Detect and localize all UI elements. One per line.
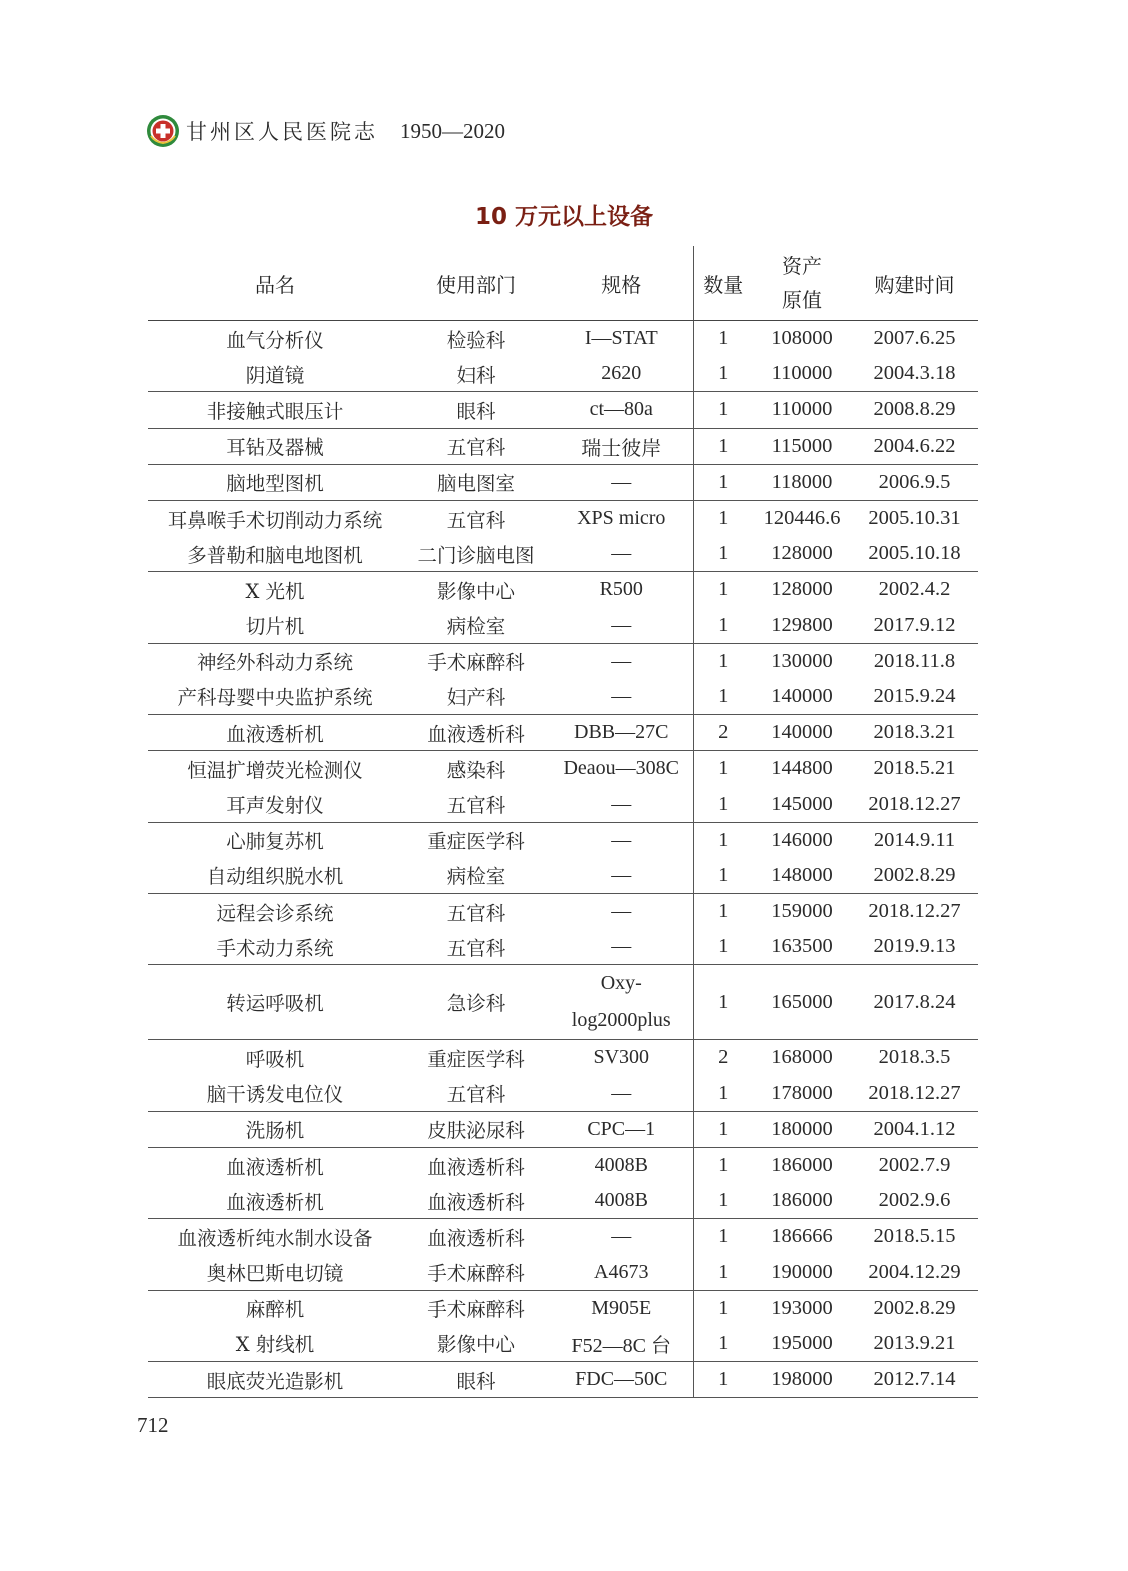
cell-spec: DBB—27C [550, 715, 693, 751]
cell-qty: 1 [693, 1326, 753, 1362]
cell-date: 2005.10.18 [868, 542, 961, 565]
cell-value: 140000 [771, 684, 833, 707]
hospital-title: 甘州区人民医院志 [186, 120, 378, 144]
table-row [148, 1219, 978, 1255]
table-row [148, 428, 978, 464]
cell-date: 2019.9.13 [873, 935, 956, 958]
cell-name: 血液透析机 [148, 1147, 402, 1183]
hospital-emblem-icon [146, 114, 180, 148]
table-row [148, 679, 978, 715]
cell-date: 2018.11.8 [851, 643, 978, 679]
cell-value: 118000 [753, 464, 851, 500]
cell-spec: — [550, 1219, 693, 1255]
cell-department: 手术麻醉科 [402, 643, 550, 679]
col-header-name: 品名 [148, 246, 402, 321]
cell-department: 五官科 [446, 1083, 506, 1107]
table-row [148, 500, 978, 536]
cell-name: 恒温扩增荧光检测仪 [148, 751, 402, 787]
cell-value: 110000 [771, 362, 833, 385]
cell-spec [550, 965, 693, 1040]
cell-spec: — [611, 613, 632, 636]
cell-name: 奥林巴斯电切镜 [206, 1262, 344, 1286]
cell-date: 2017.9.12 [873, 613, 956, 636]
cell-qty: 1 [693, 321, 753, 357]
table-row [148, 1362, 978, 1398]
cell-spec: — [611, 935, 632, 958]
cell-qty: 1 [693, 965, 753, 1040]
cell-qty: 1 [693, 822, 753, 858]
cell-department: 血液透析科 [427, 1190, 525, 1214]
cell-department: 血液透析科 [402, 1219, 550, 1255]
cell-date: 2004.1.12 [851, 1111, 978, 1147]
cell-name: 耳声发射仪 [226, 794, 324, 818]
equipment-table [148, 246, 978, 1398]
cell-spec: 4008B [594, 1189, 648, 1212]
cell-qty: 1 [693, 751, 753, 787]
cell-date: 2002.9.6 [878, 1189, 951, 1212]
year-range: 1950—2020 [400, 118, 505, 143]
cell-value: 129800 [771, 613, 833, 636]
cell-qty: 1 [693, 536, 753, 572]
cell-qty: 1 [693, 1362, 753, 1398]
cell-qty: 2 [693, 715, 753, 751]
cell-qty: 1 [693, 572, 753, 608]
cell-name: 血气分析仪 [226, 328, 324, 352]
table-row [148, 858, 978, 894]
table-row [148, 1255, 978, 1291]
cell-department: 眼科 [402, 1362, 550, 1398]
cell-department: 急诊科 [402, 965, 550, 1040]
cell-date: 2002.8.29 [873, 863, 956, 886]
cell-date: 2014.9.11 [851, 822, 978, 858]
table-row [148, 929, 978, 965]
cell-spec: R500 [550, 572, 693, 608]
cell-date: 2005.10.31 [851, 500, 978, 536]
cell-date: 2013.9.21 [873, 1331, 956, 1354]
cell-value: 128000 [771, 542, 833, 565]
cell-name: 神经外科动力系统 [148, 643, 402, 679]
cell-department: 病检室 [446, 615, 506, 639]
table-row [148, 822, 978, 858]
cell-value: 186000 [753, 1147, 851, 1183]
page-number: 712 [137, 1413, 169, 1437]
cell-spec: 瑞士彼岸 [550, 428, 693, 464]
table-row [148, 572, 978, 608]
col-header-value-line2: 原值 [782, 288, 822, 312]
cell-department: 二门诊脑电图 [417, 543, 535, 567]
cell-qty: 1 [693, 392, 753, 428]
cell-department: 检验科 [446, 328, 506, 352]
cell-qty: 1 [693, 1076, 753, 1112]
cell-date: 2002.4.2 [851, 572, 978, 608]
cell-value: 144800 [753, 751, 851, 787]
cell-spec: — [611, 1081, 632, 1104]
table-row [148, 356, 978, 392]
cell-department: 重症医学科 [402, 1040, 550, 1076]
cell-qty: 1 [693, 356, 753, 392]
cell-department: 皮肤泌尿科 [402, 1111, 550, 1147]
cell-department: 重症医学科 [402, 822, 550, 858]
table-row [148, 643, 978, 679]
cell-qty: 1 [693, 500, 753, 536]
table-row [148, 1040, 978, 1076]
cell-date: 2018.12.27 [868, 1081, 961, 1104]
running-header [146, 111, 505, 151]
cell-value: 193000 [753, 1290, 851, 1326]
cell-date: 2015.9.24 [873, 684, 956, 707]
cell-value: 108000 [771, 327, 833, 350]
table-row [148, 321, 978, 357]
cell-department: 影像中心 [402, 572, 550, 608]
cell-value: 148000 [771, 863, 833, 886]
table-row [148, 1326, 978, 1362]
cell-department: 妇科 [456, 363, 496, 387]
table-row [148, 608, 978, 644]
cell-qty: 1 [693, 428, 753, 464]
table-row [148, 715, 978, 751]
table-row [148, 751, 978, 787]
cell-name: 非接触式眼压计 [148, 392, 402, 428]
cell-name: 眼底荧光造影机 [148, 1362, 402, 1398]
cell-date: 2012.7.14 [851, 1362, 978, 1398]
cell-value: 163500 [771, 935, 833, 958]
cell-name: 自动组织脱水机 [206, 865, 344, 889]
cell-date: 2002.8.29 [851, 1290, 978, 1326]
cell-department: 五官科 [446, 936, 506, 960]
table-row [148, 1147, 978, 1183]
cell-department: 眼科 [402, 392, 550, 428]
cell-qty: 1 [693, 858, 753, 894]
cell-value: 186666 [753, 1219, 851, 1255]
cell-name: 产科母婴中央监护系统 [177, 686, 373, 710]
cell-spec: CPC—1 [550, 1111, 693, 1147]
cell-department: 五官科 [402, 428, 550, 464]
cell-date: 2018.12.27 [868, 792, 961, 815]
cell-qty: 1 [693, 464, 753, 500]
cell-value: 190000 [771, 1260, 833, 1283]
cell-value: 120446.6 [753, 500, 851, 536]
cell-qty: 1 [693, 929, 753, 965]
cell-date: 2007.6.25 [873, 327, 956, 350]
table-row [148, 786, 978, 822]
cell-spec: ct—80a [550, 392, 693, 428]
cell-department: 病检室 [446, 865, 506, 889]
cell-qty: 1 [693, 1183, 753, 1219]
col-header-date: 购建时间 [851, 246, 978, 321]
cell-qty: 1 [693, 679, 753, 715]
cell-value: 145000 [771, 792, 833, 815]
cell-date: 2002.7.9 [851, 1147, 978, 1183]
cell-date: 2018.5.21 [851, 751, 978, 787]
cell-qty: 1 [693, 1111, 753, 1147]
cell-spec: FDC—50C [550, 1362, 693, 1398]
cell-name: 呼吸机 [148, 1040, 402, 1076]
cell-name: 切片机 [245, 615, 305, 639]
cell-date: 2008.8.29 [851, 392, 978, 428]
cell-name: 脑地型图机 [148, 464, 402, 500]
cell-date: 2006.9.5 [851, 464, 978, 500]
cell-date: 2004.12.29 [868, 1260, 961, 1283]
table-title: 10 万元以上设备 [474, 204, 653, 230]
cell-spec: 2620 [601, 362, 642, 385]
cell-date: 2017.8.24 [851, 965, 978, 1040]
table-row [148, 536, 978, 572]
col-header-qty: 数量 [693, 246, 753, 321]
cell-date: 2004.3.18 [873, 362, 956, 385]
table-row [148, 965, 978, 1040]
cell-value: 168000 [753, 1040, 851, 1076]
cell-qty: 1 [693, 1255, 753, 1291]
table-row [148, 1290, 978, 1326]
cell-date: 2018.12.27 [851, 894, 978, 930]
cell-name: 麻醉机 [148, 1290, 402, 1326]
cell-value: 140000 [753, 715, 851, 751]
cell-name: 阴道镜 [245, 363, 305, 387]
cell-spec: XPS micro [550, 500, 693, 536]
table-row [148, 894, 978, 930]
cell-qty: 1 [693, 1219, 753, 1255]
cell-date: 2018.5.15 [851, 1219, 978, 1255]
cell-qty: 1 [693, 894, 753, 930]
cell-name: 血液透析机 [226, 1190, 324, 1214]
cell-name: 血液透析机 [148, 715, 402, 751]
cell-department: 感染科 [402, 751, 550, 787]
cell-name: 转运呼吸机 [148, 965, 402, 1040]
cell-spec: F52—8C 台 [571, 1334, 671, 1357]
cell-name: 手术动力系统 [216, 936, 334, 960]
table-row [148, 392, 978, 428]
cell-value: 195000 [771, 1331, 833, 1354]
cell-qty: 1 [693, 643, 753, 679]
cell-spec: — [550, 643, 693, 679]
cell-spec-line1: Oxy- [600, 972, 642, 995]
cell-value: 178000 [771, 1081, 833, 1104]
col-header-value-line1: 资产 [782, 254, 822, 278]
cell-department: 妇产科 [446, 686, 506, 710]
table-row [148, 1076, 978, 1112]
cell-department: 脑电图室 [402, 464, 550, 500]
cell-department: 五官科 [402, 500, 550, 536]
col-header-department: 使用部门 [402, 246, 550, 321]
cell-value: 180000 [753, 1111, 851, 1147]
cell-date: 2004.6.22 [851, 428, 978, 464]
table-row [148, 464, 978, 500]
cell-department: 手术麻醉科 [402, 1290, 550, 1326]
cell-spec: M905E [550, 1290, 693, 1326]
cell-spec: Deaou—308C [550, 751, 693, 787]
cell-spec: SV300 [550, 1040, 693, 1076]
cell-spec: — [611, 863, 632, 886]
cell-value: 110000 [753, 392, 851, 428]
table-row [148, 1111, 978, 1147]
cell-date: 2018.3.5 [851, 1040, 978, 1076]
cell-qty: 1 [693, 786, 753, 822]
header-row [148, 246, 978, 321]
cell-spec: — [550, 464, 693, 500]
cell-qty: 2 [693, 1040, 753, 1076]
cell-spec: — [550, 822, 693, 858]
cell-spec: — [611, 542, 632, 565]
cell-name: 心肺复苏机 [148, 822, 402, 858]
cell-spec: — [611, 684, 632, 707]
cell-department: 血液透析科 [402, 715, 550, 751]
cell-spec: 4008B [550, 1147, 693, 1183]
cell-value: 198000 [753, 1362, 851, 1398]
cell-name: 多普勒和脑电地图机 [187, 543, 363, 567]
cell-date: 2018.3.21 [851, 715, 978, 751]
cell-department: 五官科 [446, 794, 506, 818]
cell-department: 五官科 [402, 894, 550, 930]
cell-name: X 光机 [148, 572, 402, 608]
cell-spec: — [611, 792, 632, 815]
cell-value: 159000 [753, 894, 851, 930]
cell-value: 186000 [771, 1189, 833, 1212]
cell-name: 洗肠机 [148, 1111, 402, 1147]
cell-qty: 1 [693, 1290, 753, 1326]
cell-name: X 射线机 [235, 1333, 315, 1357]
cell-qty: 1 [693, 1147, 753, 1183]
cell-department: 血液透析科 [402, 1147, 550, 1183]
cell-spec: — [550, 894, 693, 930]
cell-name: 血液透析纯水制水设备 [148, 1219, 402, 1255]
cell-value: 128000 [753, 572, 851, 608]
cell-value: 165000 [753, 965, 851, 1040]
cell-qty: 1 [693, 608, 753, 644]
table-row [148, 1183, 978, 1219]
cell-department: 手术麻醉科 [427, 1262, 525, 1286]
col-header-spec: 规格 [550, 246, 693, 321]
cell-spec-line2: log2000plus [571, 1009, 671, 1032]
cell-value: 146000 [753, 822, 851, 858]
cell-spec: A4673 [594, 1260, 649, 1283]
cell-name: 耳鼻喉手术切削动力系统 [148, 500, 402, 536]
cell-name: 耳钻及器械 [148, 428, 402, 464]
cell-value: 130000 [753, 643, 851, 679]
cell-department: 影像中心 [436, 1333, 515, 1357]
cell-name: 远程会诊系统 [148, 894, 402, 930]
col-header-value [753, 246, 851, 321]
cell-spec: I—STAT [584, 327, 658, 350]
cell-name: 脑干诱发电位仪 [206, 1083, 344, 1107]
cell-value: 115000 [753, 428, 851, 464]
